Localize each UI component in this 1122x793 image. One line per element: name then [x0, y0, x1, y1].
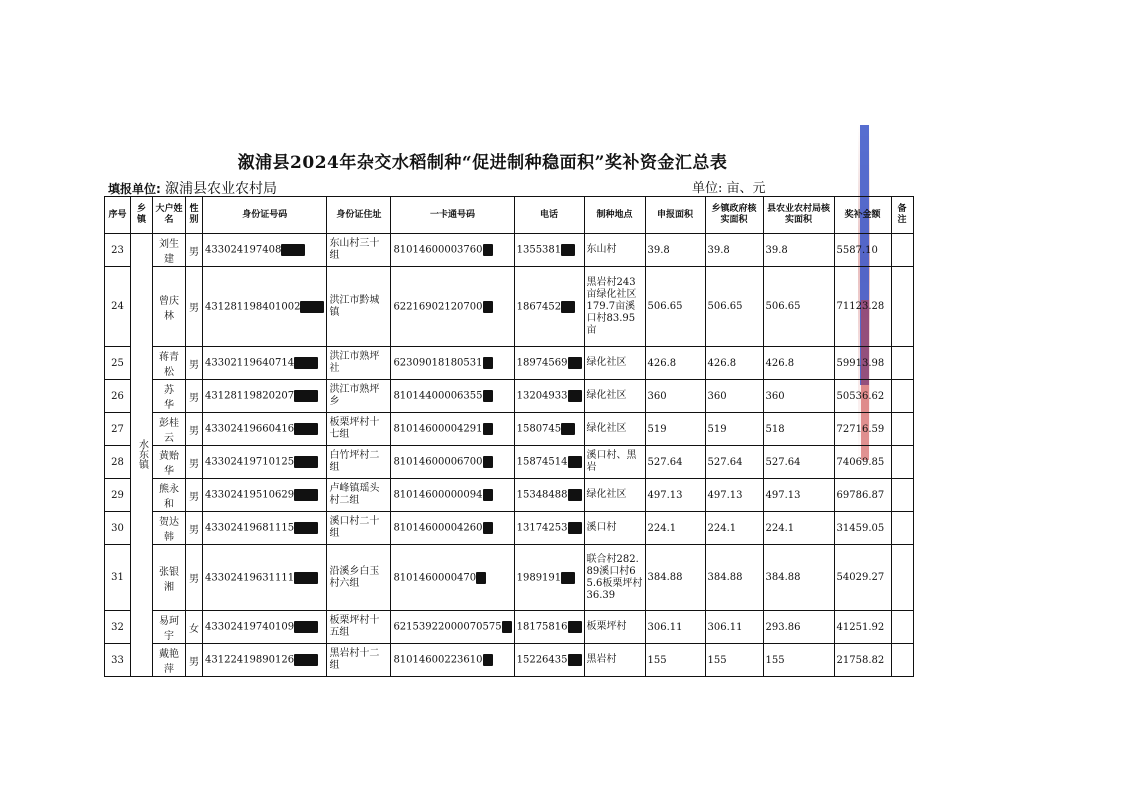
cell-card: 81014600000094 — [391, 479, 514, 512]
cell-declared: 39.8 — [645, 234, 705, 267]
cell-county-area: 293.86 — [763, 611, 834, 644]
redaction-block — [568, 390, 582, 402]
cell-town-area: 384.88 — [705, 545, 763, 611]
cell-town-area: 527.64 — [705, 446, 763, 479]
cell-card: 81014600004260 — [391, 512, 514, 545]
cell-phone: 13204933 — [514, 380, 584, 413]
cell-declared: 527.64 — [645, 446, 705, 479]
cell-sex: 男 — [186, 446, 203, 479]
cell-address: 洪江市熟坪社 — [327, 347, 391, 380]
cell-note — [891, 347, 913, 380]
cell-name: 贺达韩 — [153, 512, 186, 545]
cell-no: 29 — [105, 479, 131, 512]
cell-place: 绿化社区 — [584, 413, 645, 446]
fill-unit-label: 填报单位: — [108, 182, 161, 196]
cell-name: 彭桂云 — [153, 413, 186, 446]
document-title: 溆浦县2024年杂交水稻制种“促进制种稳面积”奖补资金汇总表 — [237, 153, 728, 173]
table-row — [105, 413, 914, 446]
cell-name: 戴艳萍 — [153, 644, 186, 677]
cell-town-area: 360 — [705, 380, 763, 413]
cell-declared: 155 — [645, 644, 705, 677]
cell-place: 东山村 — [584, 234, 645, 267]
cell-county-area: 527.64 — [763, 446, 834, 479]
table-row — [105, 512, 914, 545]
cell-amount: 59913.98 — [834, 347, 891, 380]
cell-note — [891, 644, 913, 677]
cell-declared: 224.1 — [645, 512, 705, 545]
cell-place: 绿化社区 — [584, 380, 645, 413]
cell-no: 30 — [105, 512, 131, 545]
cell-name: 熊永和 — [153, 479, 186, 512]
cell-no: 31 — [105, 545, 131, 611]
cell-no: 28 — [105, 446, 131, 479]
cell-id: 43302119640714 — [203, 347, 327, 380]
cell-card: 62153922000070575 — [391, 611, 514, 644]
cell-card: 8101460000470 — [391, 545, 514, 611]
cell-no: 32 — [105, 611, 131, 644]
redaction-block — [483, 390, 493, 402]
table-row — [105, 446, 914, 479]
redaction-block — [568, 489, 582, 501]
column-header: 乡镇 — [131, 197, 153, 234]
column-header: 电话 — [514, 197, 584, 234]
cell-town-area: 306.11 — [705, 611, 763, 644]
cell-sex: 男 — [186, 347, 203, 380]
cell-sex: 男 — [186, 512, 203, 545]
cell-card: 81014600004291 — [391, 413, 514, 446]
cell-phone: 13174253 — [514, 512, 584, 545]
cell-id: 43302419710125 — [203, 446, 327, 479]
unit-label: 单位: 亩、元 — [692, 181, 766, 196]
table-row — [105, 479, 914, 512]
redaction-block — [483, 301, 493, 313]
redaction-block — [561, 572, 575, 584]
cell-card: 62309018180531 — [391, 347, 514, 380]
cell-card: 81014600223610 — [391, 644, 514, 677]
cell-amount: 21758.82 — [834, 644, 891, 677]
cell-place: 黑岩村 — [584, 644, 645, 677]
cell-note — [891, 413, 913, 446]
cell-county-area: 426.8 — [763, 347, 834, 380]
cell-no: 26 — [105, 380, 131, 413]
cell-address: 板栗坪村十五组 — [327, 611, 391, 644]
redaction-block — [568, 357, 582, 369]
redaction-block — [294, 522, 318, 534]
redaction-block — [476, 572, 486, 584]
table-body — [105, 234, 914, 677]
cell-name: 曾庆林 — [153, 267, 186, 347]
cell-town-area: 39.8 — [705, 234, 763, 267]
summary-table — [104, 196, 914, 677]
cell-amount: 69786.87 — [834, 479, 891, 512]
cell-card: 62216902120700 — [391, 267, 514, 347]
cell-address: 洪江市熟坪乡 — [327, 380, 391, 413]
cell-town-area: 497.13 — [705, 479, 763, 512]
cell-sex: 男 — [186, 413, 203, 446]
cell-town-area: 426.8 — [705, 347, 763, 380]
redaction-block — [281, 244, 305, 256]
cell-note — [891, 267, 913, 347]
cell-declared: 497.13 — [645, 479, 705, 512]
cell-sex: 男 — [186, 267, 203, 347]
redaction-block — [561, 301, 575, 313]
cell-name: 苏 华 — [153, 380, 186, 413]
cell-county-area: 39.8 — [763, 234, 834, 267]
cell-card: 81014600006700 — [391, 446, 514, 479]
cell-no: 27 — [105, 413, 131, 446]
cell-declared: 360 — [645, 380, 705, 413]
column-header: 乡镇政府核实面积 — [705, 197, 763, 234]
redaction-block — [568, 621, 582, 633]
cell-address: 板栗坪村十七组 — [327, 413, 391, 446]
cell-phone: 18175816 — [514, 611, 584, 644]
cell-address: 沿溪乡白玉村六组 — [327, 545, 391, 611]
cell-address: 黑岩村十二组 — [327, 644, 391, 677]
cell-county-area: 518 — [763, 413, 834, 446]
redaction-block — [294, 456, 318, 468]
cell-id: 43302419740109 — [203, 611, 327, 644]
table-header-row — [105, 197, 914, 234]
cell-amount: 5587.10 — [834, 234, 891, 267]
cell-county-area: 497.13 — [763, 479, 834, 512]
cell-card: 81014600003760 — [391, 234, 514, 267]
cell-name: 张银湘 — [153, 545, 186, 611]
cell-no: 23 — [105, 234, 131, 267]
cell-declared: 306.11 — [645, 611, 705, 644]
cell-address: 卢峰镇瑶头村二组 — [327, 479, 391, 512]
redaction-block — [294, 572, 318, 584]
redaction-block — [483, 423, 493, 435]
cell-id: 43302419631111 — [203, 545, 327, 611]
cell-town — [131, 234, 153, 677]
redaction-block — [561, 423, 575, 435]
redaction-block — [502, 621, 512, 633]
cell-county-area: 155 — [763, 644, 834, 677]
redaction-block — [483, 522, 493, 534]
cell-sex: 男 — [186, 234, 203, 267]
column-header: 奖补金额 — [834, 197, 891, 234]
redaction-block — [294, 489, 318, 501]
cell-address: 东山村三十组 — [327, 234, 391, 267]
cell-place: 溪口村 — [584, 512, 645, 545]
redaction-block — [483, 357, 493, 369]
cell-amount: 74069.85 — [834, 446, 891, 479]
cell-amount: 72716.59 — [834, 413, 891, 446]
cell-declared: 506.65 — [645, 267, 705, 347]
table-row — [105, 234, 914, 267]
cell-place: 绿化社区 — [584, 479, 645, 512]
redaction-block — [483, 654, 493, 666]
cell-place: 黑岩村243亩绿化社区179.7亩溪口村83.95亩 — [584, 267, 645, 347]
redaction-block — [568, 456, 582, 468]
column-header: 序号 — [105, 197, 131, 234]
cell-phone: 1580745 — [514, 413, 584, 446]
cell-id: 43302419510629 — [203, 479, 327, 512]
redaction-block — [294, 357, 318, 369]
cell-address: 白竹坪村二组 — [327, 446, 391, 479]
redaction-block — [568, 654, 582, 666]
cell-name: 黄贻华 — [153, 446, 186, 479]
cell-note — [891, 611, 913, 644]
cell-declared: 426.8 — [645, 347, 705, 380]
cell-note — [891, 234, 913, 267]
town-label: 水东镇 — [136, 438, 148, 469]
table-row — [105, 545, 914, 611]
column-header: 申报面积 — [645, 197, 705, 234]
cell-id: 43302419681115 — [203, 512, 327, 545]
column-header: 备注 — [891, 197, 913, 234]
cell-card: 81014400006355 — [391, 380, 514, 413]
cell-amount: 41251.92 — [834, 611, 891, 644]
column-header: 身份证号码 — [203, 197, 327, 234]
cell-no: 24 — [105, 267, 131, 347]
cell-phone: 18974569 — [514, 347, 584, 380]
cell-id: 43128119820207 — [203, 380, 327, 413]
column-header: 性别 — [186, 197, 203, 234]
cell-name: 蒋青松 — [153, 347, 186, 380]
cell-note — [891, 380, 913, 413]
cell-amount: 71123.28 — [834, 267, 891, 347]
redaction-block — [294, 390, 318, 402]
redaction-block — [294, 654, 318, 666]
cell-sex: 女 — [186, 611, 203, 644]
fill-unit-value: 溆浦县农业农村局 — [165, 181, 277, 197]
cell-sex: 男 — [186, 644, 203, 677]
cell-phone: 15874514 — [514, 446, 584, 479]
cell-phone: 15226435 — [514, 644, 584, 677]
cell-county-area: 360 — [763, 380, 834, 413]
cell-county-area: 224.1 — [763, 512, 834, 545]
cell-note — [891, 479, 913, 512]
cell-id: 433024197408 — [203, 234, 327, 267]
cell-address: 溪口村二十组 — [327, 512, 391, 545]
cell-amount: 31459.05 — [834, 512, 891, 545]
cell-place: 溪口村、黑岩 — [584, 446, 645, 479]
column-header: 县农业农村局核实面积 — [763, 197, 834, 234]
cell-id: 43122419890126 — [203, 644, 327, 677]
fill-unit — [108, 178, 277, 198]
cell-phone: 1989191 — [514, 545, 584, 611]
cell-sex: 男 — [186, 545, 203, 611]
cell-no: 33 — [105, 644, 131, 677]
table-row — [105, 644, 914, 677]
cell-note — [891, 512, 913, 545]
table-row — [105, 380, 914, 413]
redaction-block — [294, 423, 318, 435]
cell-declared: 519 — [645, 413, 705, 446]
cell-amount: 50536.62 — [834, 380, 891, 413]
cell-town-area: 519 — [705, 413, 763, 446]
cell-no: 25 — [105, 347, 131, 380]
cell-phone: 15348488 — [514, 479, 584, 512]
cell-place: 联合村282.89溪口村65.6板栗坪村36.39 — [584, 545, 645, 611]
cell-name: 易珂宇 — [153, 611, 186, 644]
redaction-block — [300, 301, 324, 313]
redaction-block — [483, 244, 493, 256]
cell-place: 绿化社区 — [584, 347, 645, 380]
cell-address: 洪江市黔城镇 — [327, 267, 391, 347]
cell-phone: 1355381 — [514, 234, 584, 267]
cell-amount: 54029.27 — [834, 545, 891, 611]
redaction-block — [294, 621, 318, 633]
column-header: 身份证住址 — [327, 197, 391, 234]
cell-county-area: 506.65 — [763, 267, 834, 347]
cell-county-area: 384.88 — [763, 545, 834, 611]
redaction-block — [483, 456, 493, 468]
redaction-block — [483, 489, 493, 501]
redaction-block — [561, 244, 575, 256]
column-header: 一卡通号码 — [391, 197, 514, 234]
cell-name: 刘生建 — [153, 234, 186, 267]
column-header: 大户姓名 — [153, 197, 186, 234]
table-row — [105, 347, 914, 380]
cell-sex: 男 — [186, 380, 203, 413]
column-header: 制种地点 — [584, 197, 645, 234]
table-row — [105, 267, 914, 347]
cell-place: 板栗坪村 — [584, 611, 645, 644]
redaction-block — [568, 522, 582, 534]
cell-town-area: 155 — [705, 644, 763, 677]
cell-phone: 1867452 — [514, 267, 584, 347]
cell-note — [891, 545, 913, 611]
cell-id: 431281198401002 — [203, 267, 327, 347]
table-row — [105, 611, 914, 644]
cell-sex: 男 — [186, 479, 203, 512]
cell-town-area: 224.1 — [705, 512, 763, 545]
cell-id: 43302419660416 — [203, 413, 327, 446]
cell-note — [891, 446, 913, 479]
cell-declared: 384.88 — [645, 545, 705, 611]
cell-town-area: 506.65 — [705, 267, 763, 347]
